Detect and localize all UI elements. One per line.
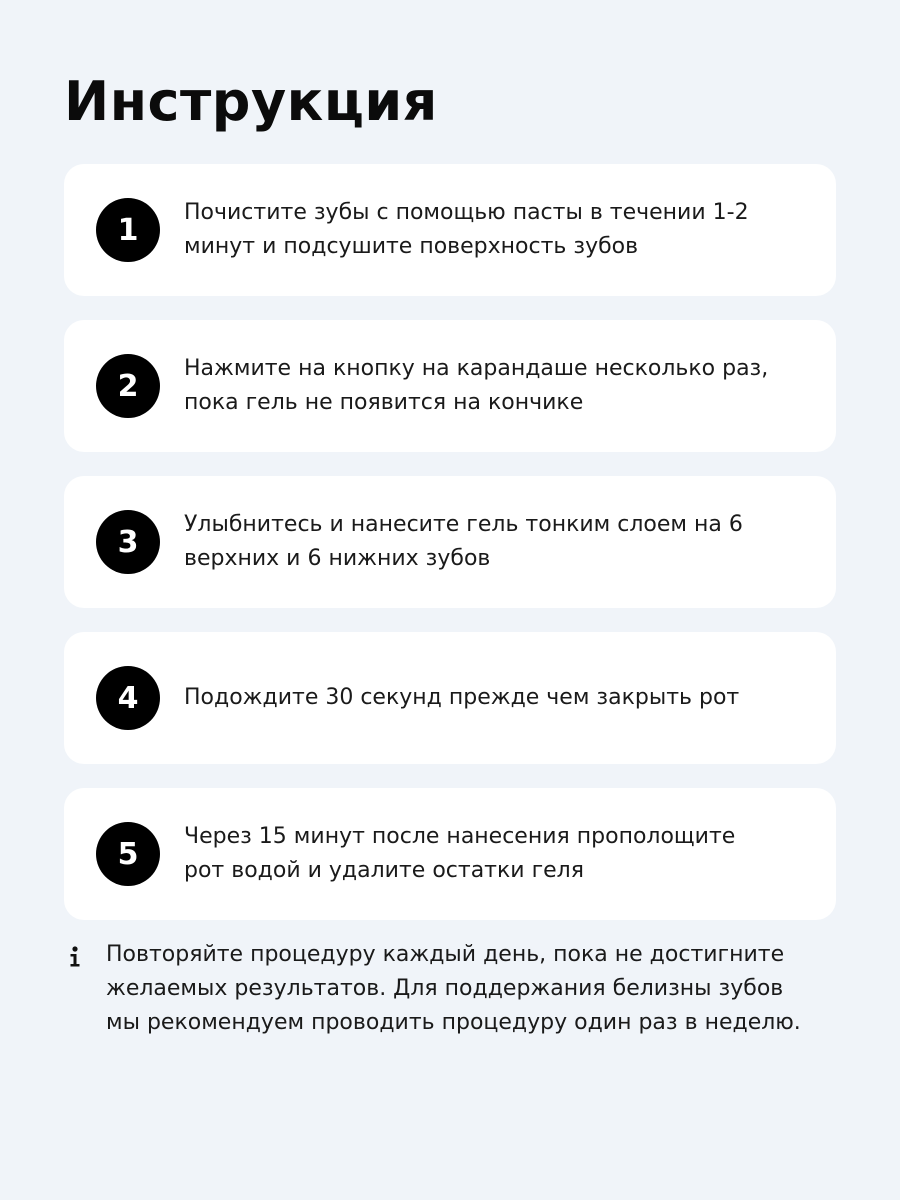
step-number-badge: 4 (96, 666, 160, 730)
step-number-badge: 3 (96, 510, 160, 574)
step-number-badge: 5 (96, 822, 160, 886)
step-text: Улыбнитесь и нанесите гель тонким слоем на 6 верхних и 6 нижних зубов (184, 512, 743, 571)
steps-list (64, 164, 836, 944)
step-number-badge: 2 (96, 354, 160, 418)
step-text: Почистите зубы с помощью пасты в течении 1-2 минут и подсушите поверхность зубов (184, 200, 749, 259)
page-title: Инструкция (64, 70, 438, 133)
step-number-badge: 1 (96, 198, 160, 262)
step-card-3 (64, 476, 836, 608)
step-card-2 (64, 320, 836, 452)
step-card-1 (64, 164, 836, 296)
step-card-4 (64, 632, 836, 764)
info-note (64, 938, 804, 1040)
step-text: Через 15 минут после нанесения прополощите рот водой и удалите остатки геля (184, 824, 736, 883)
info-text: Повторяйте процедуру каждый день, пока не достигните желаемых результатов. Для поддержания белизны зубов мы рекомендуем проводить процедуру один раз в неделю. (106, 942, 801, 1035)
info-icon (64, 946, 86, 968)
step-text: Нажмите на кнопку на карандаше несколько раз, пока гель не появится на кончике (184, 356, 769, 415)
step-text: Подождите 30 секунд прежде чем закрыть рот (184, 685, 740, 710)
step-card-5 (64, 788, 836, 920)
